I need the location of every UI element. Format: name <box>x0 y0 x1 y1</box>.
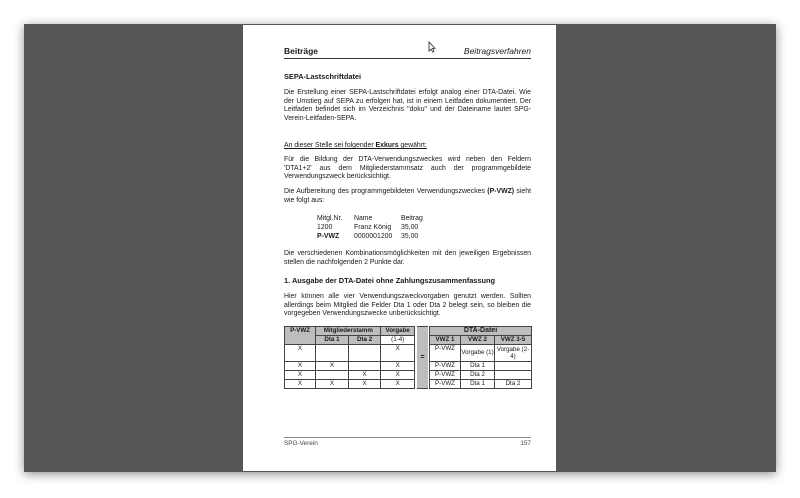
header-chapter: Beiträge <box>284 46 319 56</box>
th-vorgabe-range: (1-4) <box>381 336 415 345</box>
pvwz-text: Die Aufbereitung des programmgebildeten Verwendungszweckes <box>284 188 488 195</box>
example-col-name: Name <box>354 215 373 222</box>
table-mitgliederstamm <box>284 326 415 389</box>
example-cell: 0000001200 <box>354 233 393 240</box>
example-col-mitglnr: Mitgl.Nr. <box>317 215 343 222</box>
th-mitgliederstamm: Mitgliederstamm <box>316 327 381 336</box>
table-row <box>430 345 532 362</box>
th-dta1: Dta 1 <box>316 336 349 345</box>
example-row <box>317 223 431 232</box>
table-cell <box>316 371 349 380</box>
example-row <box>317 232 431 241</box>
th-vwz35: VWZ 3-5 <box>495 336 532 345</box>
table-row <box>430 380 532 389</box>
table-cell <box>495 371 532 380</box>
pvwz-text-end: sieht wie folgt aus: <box>284 188 531 204</box>
table-cell: Dta 2 <box>495 380 532 389</box>
table-cell: P-VWZ <box>430 362 461 371</box>
page-header <box>284 45 531 59</box>
th-pvwz: P-VWZ <box>285 327 316 345</box>
paragraph-dta: Für die Bildung der DTA-Verwendungszweckes wird neben den Feldern 'DTA1+2' aus dem Mitgliederstammsatz auch der programmgebildete Verwendungszweck berücksichtigt. <box>284 156 531 181</box>
section-title-ausgabe: 1. Ausgabe der DTA-Datei ohne Zahlungszusammenfassung <box>284 276 496 285</box>
paragraph-kombinationen: Die verschiedenen Kombinationsmöglichkeiten mit den jeweiligen Ergebnissen stellen die nachfolgenden 2 Punkte dar. <box>284 250 531 266</box>
example-block <box>317 214 431 241</box>
table-cell: X <box>316 380 349 389</box>
example-cell: Franz König <box>354 224 392 231</box>
table-row <box>285 371 415 380</box>
section-title-sepa: SEPA-Lastschriftdatei <box>284 72 362 81</box>
table-cell: P-VWZ <box>430 371 461 380</box>
page-number: 157 <box>520 440 531 447</box>
th-vorgabe: Vorgabe <box>381 327 415 336</box>
table-cell: Dta 1 <box>461 380 495 389</box>
table-cell: P-VWZ <box>430 380 461 389</box>
table-row <box>285 380 415 389</box>
table-cell: X <box>381 371 415 380</box>
example-col-beitrag: Beitrag <box>401 215 423 222</box>
table-row <box>430 362 532 371</box>
exkurs-intro <box>284 142 531 151</box>
example-header-row <box>317 214 431 223</box>
table-cell: Dta 1 <box>461 362 495 371</box>
paragraph-ausgabe: Hier können alle vier Verwendungszweckvorgaben genutzt werden. Sollten allerdings beim Mitglied die Felder Dta 1 oder Dta 2 belegt sein, so bleiben die vorgegeben Verwendungszwecke unberücksichtigt. <box>284 293 531 318</box>
table-cell: X <box>285 380 316 389</box>
th-vwz2: VWZ 2 <box>461 336 495 345</box>
table-cell: X <box>285 345 316 362</box>
table-cell: X <box>316 362 349 371</box>
table-cell: Dta 2 <box>461 371 495 380</box>
exkurs-intro-end: gewährt: <box>398 142 427 149</box>
table-row <box>430 371 532 380</box>
table-cell <box>348 345 381 362</box>
equals-column: = <box>417 326 428 389</box>
th-vwz1: VWZ 1 <box>430 336 461 345</box>
page-footer <box>284 437 531 447</box>
table-cell: X <box>381 380 415 389</box>
pvwz-bold: (P-VWZ) <box>487 188 515 195</box>
example-cell: 35,00 <box>401 224 419 231</box>
table-cell <box>316 345 349 362</box>
header-section: Beitragsverfahren <box>463 46 531 56</box>
exkurs-bold: Exkurs <box>375 142 399 149</box>
paragraph-sepa: Die Erstellung einer SEPA-Lastschriftdatei erfolgt analog einer DTA-Datei. Wie der Umstieg auf SEPA zu erfolgen hat, ist in einem Leitfaden dokumentiert. Der Leitfaden befindet sich im Verzeichnis "doku" und der Dateiname lautet SPG-Verein-Leitfaden-SEPA. <box>284 89 531 122</box>
footer-title: SPG-Verein <box>284 440 318 447</box>
exkurs-intro-text: An dieser Stelle sei folgender <box>284 142 376 149</box>
document-page <box>243 25 556 471</box>
example-cell: 35,00 <box>401 233 419 240</box>
th-dta2: Dta 2 <box>348 336 381 345</box>
example-cell: 1200 <box>317 224 333 231</box>
table-cell: P-VWZ <box>430 345 461 362</box>
table-cell: X <box>381 362 415 371</box>
table-cell: X <box>285 362 316 371</box>
example-cell: P-VWZ <box>317 233 340 240</box>
table-cell: X <box>348 371 381 380</box>
table-cell <box>348 362 381 371</box>
paragraph-pvwz <box>284 188 531 205</box>
table-cell: X <box>381 345 415 362</box>
table-cell: X <box>285 371 316 380</box>
table-cell <box>495 362 532 371</box>
table-row <box>285 362 415 371</box>
mouse-cursor-icon <box>428 41 436 53</box>
table-row <box>285 345 415 362</box>
table-cell: Vorgabe (1) <box>461 345 495 362</box>
table-cell: X <box>348 380 381 389</box>
table-cell: Vorgabe (2-4) <box>495 345 532 362</box>
th-dta-datei: DTA-Datei <box>430 327 532 336</box>
table-dta-datei <box>429 326 532 389</box>
